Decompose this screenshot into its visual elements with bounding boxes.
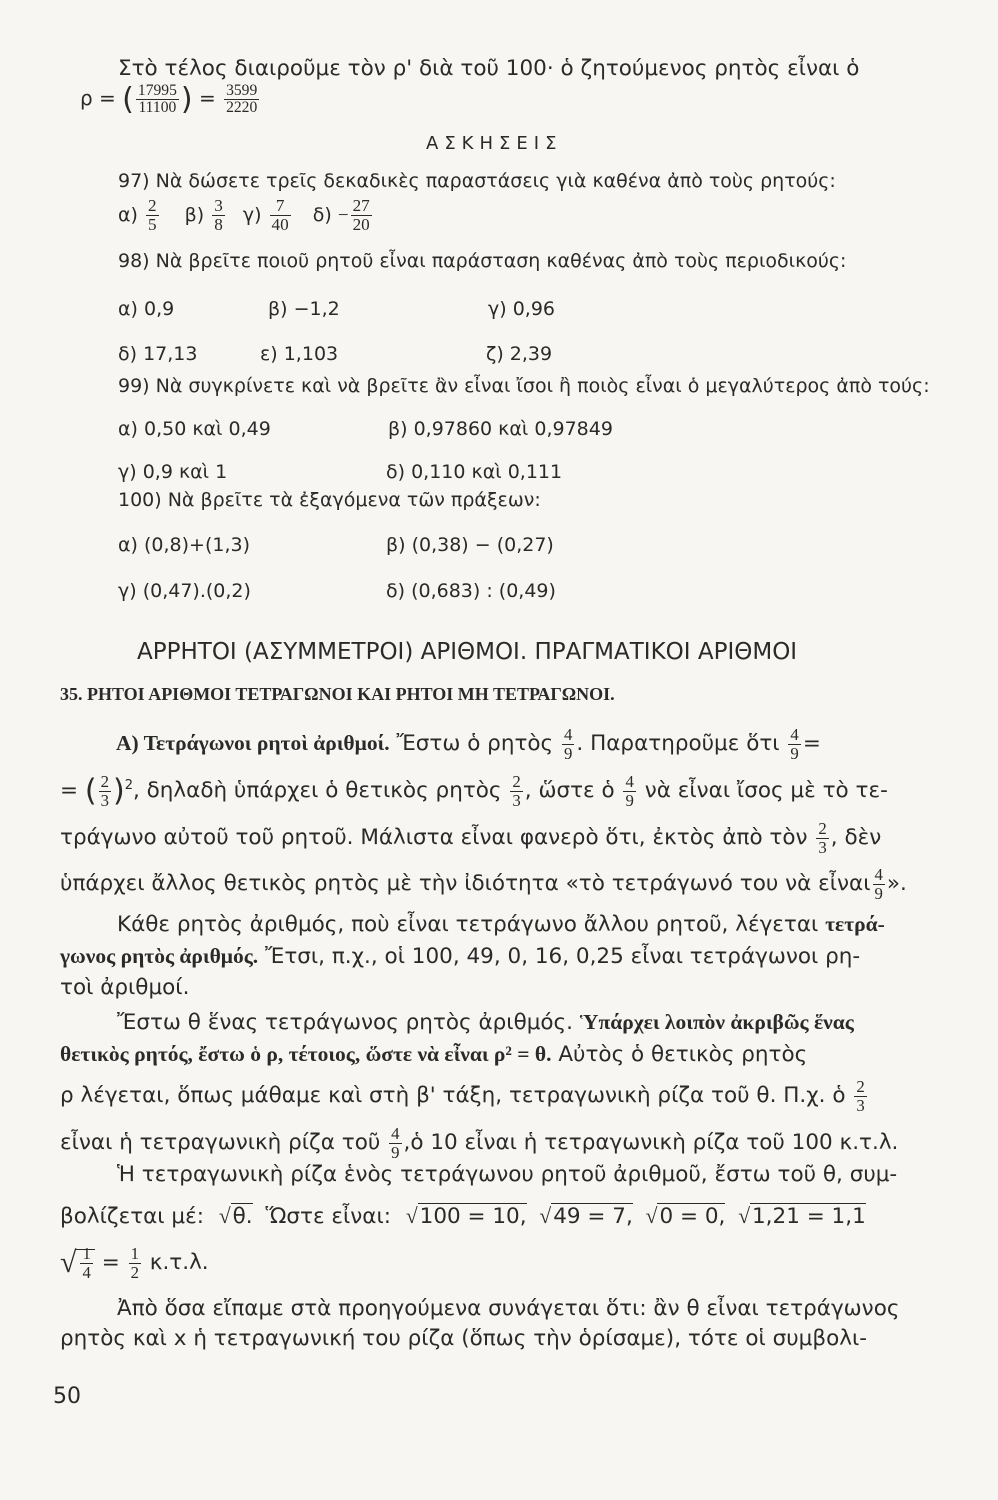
- f2-num: 3599: [226, 81, 258, 99]
- frac-den: 9: [564, 743, 573, 763]
- q98-item: β) −1,2: [268, 298, 340, 320]
- q97-a-label: α): [118, 204, 138, 227]
- sqrt-expr: 49 = 7,: [553, 1204, 633, 1229]
- frac-den: 2: [130, 1262, 139, 1282]
- frac-den: 9: [874, 883, 883, 903]
- frac-num: 2: [147, 196, 157, 215]
- sqrt-sign: √: [738, 1204, 750, 1228]
- para3-line-1: Ἡ τετραγωνικὴ ρίζα ἑνὸς τετράγωνου ρητοῦ ἀριθμοῦ, ἔστω τοῦ θ, συμ-: [117, 1162, 898, 1187]
- subsection-line-1: [116, 726, 821, 762]
- section-title: 35. ΡΗΤΟΙ ΑΡΙΘΜΟΙ ΤΕΤΡΑΓΩΝΟΙ ΚΑΙ ΡΗΤΟΙ ΜΗ ΤΕΤΡΑΓΩΝΟΙ.: [60, 684, 615, 704]
- sqrt-expr: 0 = 0,: [659, 1204, 726, 1229]
- q98-item: α) 0,9: [118, 298, 175, 320]
- sqrt-sign: √: [539, 1204, 552, 1228]
- para2-line-3: [60, 1078, 869, 1114]
- q100-item: δ) (0,683) : (0,49): [386, 580, 556, 602]
- f2-den: 2220: [226, 99, 258, 116]
- chapter-title: ΑΡΡΗΤΟΙ (ΑΣΥΜΜΕΤΡΟΙ) ΑΡΙΘΜΟΙ. ΠΡΑΓΜΑΤΙΚΟΙ ΑΡΙΘΜΟΙ: [137, 639, 798, 665]
- bold-term: θετικὸς ρητός, ἔστω ὁ ρ, τέτοιος, ὥστε νὰ εἶναι ρ² = θ.: [60, 1042, 552, 1066]
- para3-line-3: √ $\frac{1}{4}$ = $\frac{1}{2}$ κ.τ.λ.: [60, 1244, 209, 1282]
- page-number: 50: [53, 1384, 81, 1409]
- subsection-line-4: [60, 866, 907, 902]
- text: ».: [886, 871, 907, 897]
- frac-den: 9: [391, 1142, 400, 1162]
- text: =: [802, 731, 821, 757]
- frac-den: 9: [625, 790, 634, 810]
- q97-c-label: γ): [242, 204, 262, 227]
- sqrt-sign: √: [405, 1204, 418, 1228]
- para4-line-1: Ἀπὸ ὅσα εἴπαμε στὰ προηγούμενα συνάγεται ὅτι: ἂν θ εἶναι τετράγωνος: [117, 1296, 900, 1321]
- frac-num: 4: [790, 725, 799, 744]
- para4-line-2: ρητὸς καὶ x ἡ τετραγωνική του ρίζα (ὅπως τὴν ὁρίσαμε), τότε οἱ συμβολι-: [60, 1326, 867, 1351]
- frac-den: 3: [512, 790, 521, 810]
- frac-num: 4: [564, 725, 573, 744]
- frac-den: 3: [818, 837, 827, 857]
- q97-items: [118, 197, 374, 234]
- text: τράγωνο αὐτοῦ τοῦ ρητοῦ. Μάλιστα εἶναι φανερὸ ὅτι, ἐκτὸς ἀπὸ τὸν: [60, 825, 808, 851]
- text: Ὥστε εἶναι:: [265, 1204, 391, 1229]
- q97-d-label: δ): [312, 204, 332, 227]
- text: , δηλαδὴ ὑπάρχει ὁ θετικὸς ρητὸς: [132, 778, 502, 804]
- bold-term: Ὑπάρχει λοιπὸν ἀκριβῶς ἕνας: [579, 1010, 854, 1034]
- minus-sign: −: [337, 205, 349, 227]
- frac-num: 1: [82, 1244, 91, 1263]
- text: κ.τ.λ.: [149, 1250, 209, 1276]
- text: , ὥστε ὁ: [524, 778, 615, 804]
- frac-num: 7: [275, 196, 285, 215]
- frac-num: 2: [100, 772, 109, 791]
- bold-term: τετρά-: [825, 912, 885, 936]
- q99-item: γ) 0,9 καὶ 1: [118, 461, 228, 483]
- frac-den: 3: [856, 1095, 865, 1115]
- text: ,ὁ 10 εἶναι ἡ τετραγωνικὴ ρίζα τοῦ 100 κ.τ.λ.: [403, 1130, 899, 1156]
- q98-item: ε) 1,103: [260, 343, 339, 365]
- frac-num: 1: [130, 1244, 139, 1263]
- q98-item: ζ) 2,39: [486, 343, 553, 365]
- text: Κάθε ρητὸς ἀριθμός, ποὺ εἶναι τετράγωνο ἄλλου ρητοῦ, λέγεται: [117, 912, 826, 937]
- para2-line-2: [60, 1042, 807, 1067]
- exponent: 2: [124, 777, 133, 793]
- f1-den: 11100: [136, 99, 179, 116]
- q98-item: δ) 17,13: [118, 343, 198, 365]
- frac-num: 27: [352, 196, 370, 215]
- para1-line-1: [117, 912, 885, 937]
- q99-item: α) 0,50 καὶ 0,49: [118, 418, 271, 440]
- text: =: [60, 778, 79, 804]
- frac-den: 5: [147, 215, 157, 235]
- rho-prefix: ρ =: [80, 86, 116, 110]
- text: , δὲν: [830, 825, 882, 851]
- text: νὰ εἶναι ἴσος μὲ τὸ τε-: [644, 778, 888, 804]
- text: Αὐτὸς ὁ θετικὸς ρητὸς: [551, 1042, 808, 1067]
- q99-item: β) 0,97860 καὶ 0,97849: [388, 418, 613, 440]
- sqrt-expr: 1,21 = 1,1: [752, 1204, 866, 1229]
- frac-den: 9: [790, 743, 799, 763]
- frac-den: 8: [214, 215, 223, 235]
- frac-den: 40: [271, 215, 289, 235]
- text: Ἔστω ὁ ρητὸς: [396, 731, 554, 757]
- bold-term: γωνος ρητὸς ἀριθμός.: [60, 944, 259, 968]
- rho-equation: ρ = ( $\frac{17995}{11100}$ ) = $\frac{3599}{2220}$: [80, 81, 258, 117]
- text: βολίζεται μέ:: [60, 1204, 204, 1229]
- sqrt-sign: √: [645, 1204, 658, 1228]
- subsection-label: Α) Τετράγωνοι ρητοὶ ἀριθμοί.: [116, 731, 390, 756]
- frac-num: 3: [214, 196, 223, 215]
- sqrt-sign: √: [218, 1204, 231, 1228]
- sqrt-expr: 100 = 10,: [419, 1204, 527, 1229]
- subsection-line-3: [60, 820, 881, 856]
- sqrt-radicand: θ.: [232, 1204, 253, 1229]
- text: Ἔστω θ ἕνας τετράγωνος ρητὸς ἀριθμός.: [117, 1010, 580, 1035]
- q100-item: β) (0,38) − (0,27): [386, 534, 554, 556]
- frac-num: 4: [625, 772, 634, 791]
- q97-b-label: β): [184, 204, 205, 227]
- q99-item: δ) 0,110 καὶ 0,111: [386, 461, 563, 483]
- frac-den: 4: [82, 1262, 91, 1282]
- intro-line: Στὸ τέλος διαιροῦμε τὸν ρ' διὰ τοῦ 100· ὁ ζητούμενος ρητὸς εἶναι ὁ: [118, 56, 860, 81]
- para2-line-1: [117, 1010, 854, 1035]
- sqrt-sign: √: [60, 1246, 77, 1280]
- text: ρ λέγεται, ὅπως μάθαμε καὶ στὴ β' τάξη, τετραγωνικὴ ρίζα τοῦ θ. Π.χ. ὁ: [60, 1083, 846, 1109]
- subsection-line-2: = ( $\frac{2}{3}$ )$^2$, δηλαδὴ ὑπάρχει ὁ θετικὸς ρητὸς $\frac{2}{3}$ , ὥστε ὁ $\frac{4}{9}$ νὰ εἶναι ἴσος μὲ τὸ τε-: [60, 772, 888, 810]
- q100: 100) Νὰ βρεῖτε τὰ ἐξαγόμενα τῶν πράξεων:: [118, 489, 541, 511]
- frac-num: 4: [391, 1124, 400, 1143]
- frac-num: 4: [874, 865, 883, 884]
- frac-num: 2: [512, 772, 521, 791]
- frac-den: 3: [100, 790, 109, 810]
- para2-line-4: [60, 1125, 898, 1161]
- para1-line-2: [60, 944, 860, 969]
- frac-den: 20: [352, 215, 370, 235]
- q97: 97) Νὰ δώσετε τρεῖς δεκαδικὲς παραστάσεις γιὰ καθένα ἀπὸ τοὺς ρητούς:: [118, 170, 836, 192]
- para1-line-3: τοὶ ἀριθμοί.: [60, 975, 190, 1000]
- text: . Παρατηροῦμε ὅτι: [576, 731, 780, 757]
- text: εἶναι ἡ τετραγωνικὴ ρίζα τοῦ: [60, 1130, 381, 1156]
- q100-item: γ) (0,47).(0,2): [118, 580, 251, 602]
- exercises-heading: ΑΣΚΗΣΕΙΣ: [426, 133, 563, 154]
- frac-num: 2: [856, 1077, 865, 1096]
- para3-line-2: [60, 1204, 866, 1229]
- q100-item: α) (0,8)+(1,3): [118, 534, 250, 556]
- frac-num: 2: [818, 819, 827, 838]
- text: ὑπάρχει ἄλλος θετικὸς ρητὸς μὲ τὴν ἰδιότητα «τὸ τετράγωνό του νὰ εἶναι: [60, 871, 871, 897]
- f1-num: 17995: [137, 81, 177, 99]
- q99: 99) Νὰ συγκρίνετε καὶ νὰ βρεῖτε ἂν εἶναι ἴσοι ἢ ποιὸς εἶναι ὁ μεγαλύτερος ἀπὸ τούς:: [118, 375, 930, 397]
- q98: 98) Νὰ βρεῖτε ποιοῦ ρητοῦ εἶναι παράσταση καθένας ἀπὸ τοὺς περιοδικούς:: [118, 250, 847, 272]
- q98-item: γ) 0,96: [488, 298, 556, 320]
- text: Ἔτσι, π.χ., οἱ 100, 49, 0, 16, 0,25 εἶναι τετράγωνοι ρη-: [258, 944, 861, 969]
- equals: =: [198, 86, 216, 110]
